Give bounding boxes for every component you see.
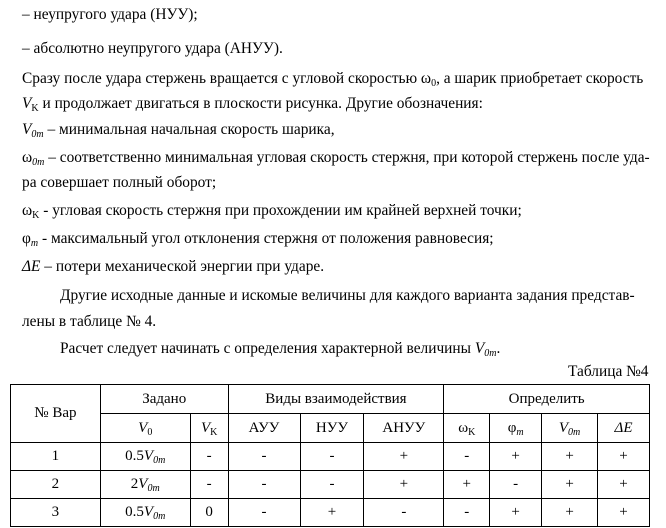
- header-anuu: АНУУ: [364, 414, 444, 443]
- cell-v0m: +: [542, 443, 598, 471]
- table-header-row: [11, 385, 650, 414]
- header-delta-e: [598, 414, 650, 443]
- symbol: V: [22, 121, 32, 138]
- cell-variant: 2: [11, 471, 101, 499]
- paragraph-line: лены в таблице № 4.: [22, 313, 157, 330]
- symbol: V: [138, 476, 148, 492]
- subscript: 0m: [147, 483, 160, 494]
- symbol: ω: [22, 202, 33, 219]
- symbol: V: [138, 419, 148, 436]
- cell-vk: 0: [190, 499, 228, 527]
- cell-v0: [100, 471, 190, 499]
- subscript: m: [30, 238, 39, 249]
- definition-line: [22, 258, 324, 276]
- definition-line: [22, 121, 335, 139]
- cell-wk: -: [444, 499, 490, 527]
- header-wk: [444, 414, 490, 443]
- header-vk: [190, 414, 228, 443]
- table-row: [11, 471, 650, 499]
- cell-variant: 1: [11, 443, 101, 471]
- cell-auu: -: [228, 443, 300, 471]
- cell-nuu: +: [300, 499, 364, 527]
- subscript: K: [32, 210, 40, 221]
- subscript: 0m: [153, 511, 166, 522]
- cell-phim: +: [490, 443, 542, 471]
- cell-nuu: -: [300, 443, 364, 471]
- cell-v0m: +: [542, 471, 598, 499]
- header-given: Задано: [100, 385, 228, 414]
- cell-v0: [100, 443, 190, 471]
- cell-phim: -: [490, 471, 542, 499]
- header-variant: № Вар: [11, 385, 101, 443]
- table-caption: Таблица №4: [568, 363, 649, 380]
- subscript: 0m: [153, 455, 166, 466]
- header-v0m: [542, 414, 598, 443]
- definition-line: [22, 202, 522, 220]
- symbol: φ: [507, 419, 517, 436]
- header-nuu: НУУ: [300, 414, 364, 443]
- symbol: ΔE: [614, 419, 633, 436]
- symbol: ΔE: [22, 258, 41, 275]
- text: – минимальная начальная скорость шарика,: [43, 121, 335, 138]
- cell-delta-e: +: [598, 443, 650, 471]
- text: Расчет следует начинать с определения характерной величины: [60, 340, 475, 357]
- paragraph-line: [60, 340, 500, 358]
- list-item-nuu: – неупругого удара (НУУ);: [22, 6, 198, 23]
- cell-auu: -: [228, 471, 300, 499]
- symbol: V: [200, 419, 211, 436]
- cell-v0: [100, 499, 190, 527]
- subscript: K: [31, 103, 39, 114]
- symbol: ω: [22, 149, 33, 166]
- header-interaction-types: Виды взаимодействия: [228, 385, 444, 414]
- cell-vk: -: [190, 443, 228, 471]
- symbol: V: [474, 340, 485, 357]
- symbol: V: [558, 419, 569, 436]
- text: и продолжает двигаться в плоскости рисунка. Другие обозначения:: [38, 95, 483, 112]
- text: Сразу после удара стержень вращается с угловой скоростью ω: [22, 70, 432, 87]
- subscript: 0: [431, 78, 437, 89]
- subscript: 0m: [568, 426, 581, 438]
- table-row: [11, 499, 650, 527]
- cell-auu: -: [228, 499, 300, 527]
- coef: 0.5: [125, 504, 144, 520]
- cell-nuu: -: [300, 471, 364, 499]
- text: - угловая скорость стержня при прохождении им крайней верхней точки;: [39, 202, 522, 219]
- subscript: 0: [147, 426, 153, 438]
- paragraph-line: [22, 95, 483, 113]
- subscript: 0m: [31, 129, 44, 140]
- cell-delta-e: +: [598, 499, 650, 527]
- subscript: K: [210, 426, 218, 438]
- cell-delta-e: +: [598, 471, 650, 499]
- coef: 0.5: [125, 448, 144, 464]
- text: – потери механической энергии при ударе.: [40, 258, 325, 275]
- cell-wk: +: [444, 471, 490, 499]
- text: , а шарик приобретает скорость: [436, 70, 644, 87]
- paragraph-line: [22, 70, 643, 88]
- text: – соответственно минимальная угловая скорость стержня, при которой стержень после уда-: [44, 149, 650, 166]
- header-phim: [490, 414, 542, 443]
- subscript: 0m: [484, 348, 497, 359]
- cell-variant: 3: [11, 499, 101, 527]
- header-determine: Определить: [444, 385, 650, 414]
- cell-anuu: +: [364, 471, 444, 499]
- cell-v0m: +: [542, 499, 598, 527]
- cell-anuu: +: [364, 443, 444, 471]
- variants-table: [10, 384, 650, 527]
- definition-line: [22, 230, 494, 248]
- cell-wk: -: [444, 443, 490, 471]
- list-item-anuu: – абсолютно неупругого удара (АНУУ).: [22, 40, 283, 57]
- header-v0: [100, 414, 190, 443]
- paragraph-line: Другие исходные данные и искомые величины для каждого варианта задания представ-: [60, 287, 635, 304]
- symbol: V: [143, 504, 154, 520]
- text: - максимальный угол отклонения стержня от положения равновесия;: [38, 230, 494, 247]
- table-row: [11, 443, 650, 471]
- header-auu: АУУ: [228, 414, 300, 443]
- cell-anuu: -: [364, 499, 444, 527]
- subscript: K: [468, 426, 476, 438]
- table-subheader-row: [11, 414, 650, 443]
- subscript: 0m: [32, 157, 45, 168]
- symbol: V: [143, 448, 154, 464]
- cell-phim: +: [490, 499, 542, 527]
- paragraph-line: ра совершает полный оборот;: [22, 174, 217, 191]
- definition-line: [22, 149, 650, 167]
- symbol: V: [22, 95, 32, 112]
- subscript: m: [516, 426, 524, 438]
- cell-vk: -: [190, 471, 228, 499]
- text: .: [496, 340, 501, 357]
- coef: 2: [130, 476, 139, 492]
- symbol: ω: [458, 419, 469, 436]
- symbol: φ: [22, 230, 31, 247]
